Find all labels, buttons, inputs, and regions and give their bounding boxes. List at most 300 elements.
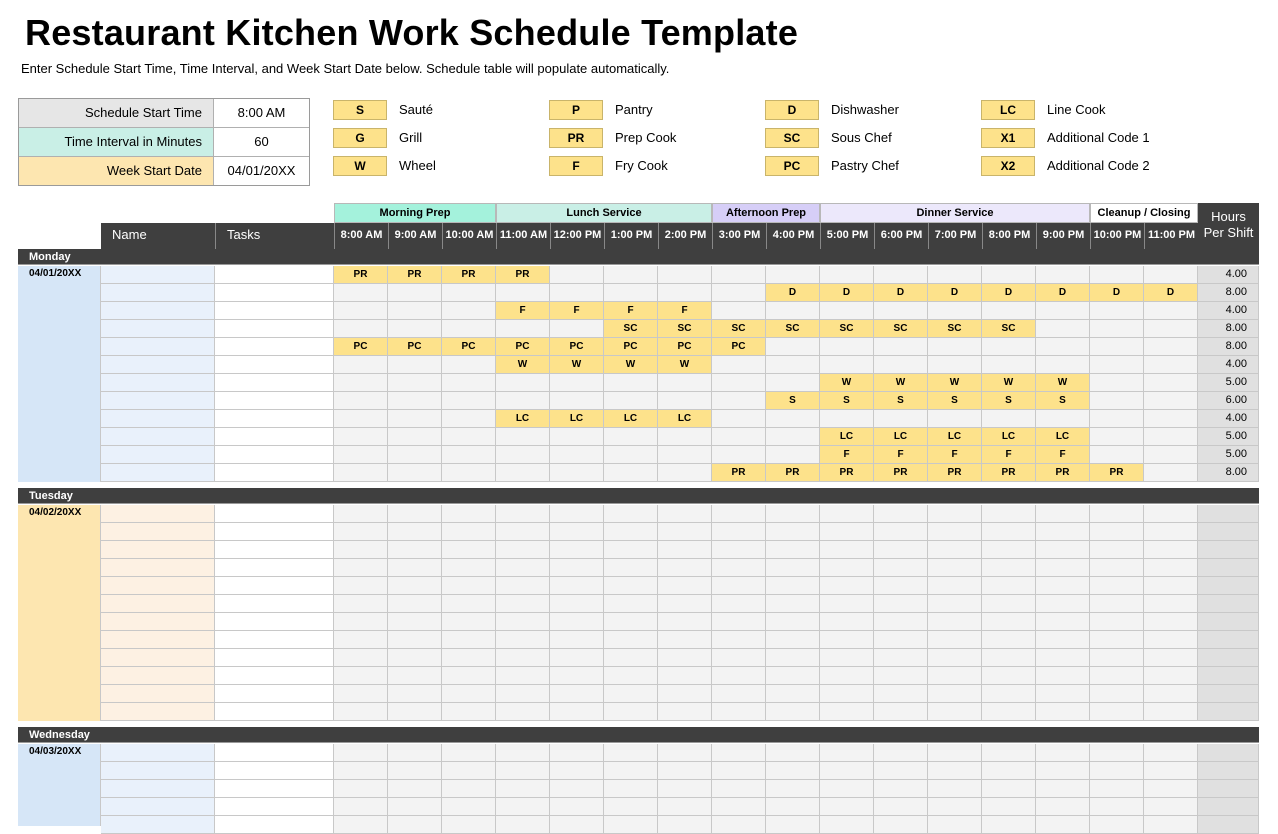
shift-slot-cell[interactable] [820,649,874,667]
shift-slot-cell[interactable] [604,392,658,410]
shift-slot-cell[interactable] [928,780,982,798]
shift-slot-cell[interactable] [1144,338,1198,356]
shift-slot-cell[interactable] [766,559,820,577]
shift-slot-cell[interactable] [874,816,928,834]
shift-slot-cell[interactable] [982,356,1036,374]
shift-slot-cell[interactable] [982,703,1036,721]
shift-slot-cell[interactable] [1090,320,1144,338]
shift-slot-cell[interactable] [712,392,766,410]
shift-slot-cell[interactable]: PR [496,266,550,284]
shift-slot-cell[interactable] [442,762,496,780]
shift-slot-cell[interactable] [766,631,820,649]
shift-slot-cell[interactable] [820,523,874,541]
shift-slot-cell[interactable] [388,649,442,667]
shift-slot-cell[interactable]: LC [1036,428,1090,446]
shift-slot-cell[interactable] [658,667,712,685]
shift-slot-cell[interactable] [604,505,658,523]
shift-slot-cell[interactable] [1144,428,1198,446]
shift-slot-cell[interactable] [1036,816,1090,834]
shift-slot-cell[interactable] [1036,410,1090,428]
shift-slot-cell[interactable]: PR [712,464,766,482]
shift-slot-cell[interactable] [1036,613,1090,631]
shift-slot-cell[interactable] [766,667,820,685]
shift-slot-cell[interactable] [496,649,550,667]
shift-slot-cell[interactable] [712,428,766,446]
shift-slot-cell[interactable] [442,559,496,577]
shift-slot-cell[interactable] [874,631,928,649]
shift-slot-cell[interactable] [1090,703,1144,721]
shift-slot-cell[interactable] [1036,703,1090,721]
shift-slot-cell[interactable] [442,780,496,798]
shift-slot-cell[interactable] [388,780,442,798]
shift-slot-cell[interactable] [1144,541,1198,559]
shift-slot-cell[interactable] [496,780,550,798]
shift-slot-cell[interactable] [874,559,928,577]
shift-slot-cell[interactable] [928,595,982,613]
shift-slot-cell[interactable] [982,559,1036,577]
shift-name-cell[interactable] [101,685,215,703]
shift-slot-cell[interactable]: W [658,356,712,374]
shift-slot-cell[interactable] [982,649,1036,667]
shift-slot-cell[interactable] [820,505,874,523]
shift-slot-cell[interactable] [550,505,604,523]
shift-slot-cell[interactable] [604,667,658,685]
shift-slot-cell[interactable] [496,320,550,338]
shift-slot-cell[interactable] [442,744,496,762]
shift-slot-cell[interactable] [1036,762,1090,780]
shift-slot-cell[interactable] [550,613,604,631]
shift-slot-cell[interactable] [928,631,982,649]
shift-slot-cell[interactable] [712,446,766,464]
shift-name-cell[interactable] [101,374,215,392]
shift-slot-cell[interactable]: D [874,284,928,302]
shift-slot-cell[interactable]: F [820,446,874,464]
shift-slot-cell[interactable] [874,613,928,631]
shift-slot-cell[interactable] [496,613,550,631]
shift-slot-cell[interactable] [658,780,712,798]
shift-slot-cell[interactable]: LC [874,428,928,446]
shift-slot-cell[interactable] [496,667,550,685]
shift-slot-cell[interactable]: LC [550,410,604,428]
shift-slot-cell[interactable] [658,374,712,392]
shift-slot-cell[interactable] [550,685,604,703]
shift-slot-cell[interactable] [442,703,496,721]
shift-slot-cell[interactable] [658,428,712,446]
shift-slot-cell[interactable] [1090,559,1144,577]
shift-slot-cell[interactable]: LC [982,428,1036,446]
shift-slot-cell[interactable] [334,762,388,780]
shift-slot-cell[interactable]: W [982,374,1036,392]
shift-slot-cell[interactable] [604,446,658,464]
shift-slot-cell[interactable] [496,541,550,559]
shift-slot-cell[interactable] [1036,356,1090,374]
shift-slot-cell[interactable] [604,744,658,762]
shift-slot-cell[interactable] [766,266,820,284]
shift-slot-cell[interactable] [928,762,982,780]
shift-slot-cell[interactable] [442,685,496,703]
shift-slot-cell[interactable] [496,374,550,392]
shift-slot-cell[interactable] [334,410,388,428]
shift-slot-cell[interactable] [1144,320,1198,338]
shift-slot-cell[interactable] [820,631,874,649]
shift-slot-cell[interactable] [820,559,874,577]
shift-slot-cell[interactable]: PC [658,338,712,356]
shift-slot-cell[interactable] [874,338,928,356]
shift-slot-cell[interactable] [658,523,712,541]
shift-slot-cell[interactable] [928,559,982,577]
shift-slot-cell[interactable] [766,798,820,816]
shift-slot-cell[interactable] [496,428,550,446]
shift-slot-cell[interactable]: F [928,446,982,464]
shift-slot-cell[interactable] [928,410,982,428]
shift-slot-cell[interactable]: LC [820,428,874,446]
shift-slot-cell[interactable] [1144,356,1198,374]
shift-slot-cell[interactable] [334,595,388,613]
shift-slot-cell[interactable] [604,266,658,284]
shift-slot-cell[interactable] [334,428,388,446]
shift-name-cell[interactable] [101,266,215,284]
shift-slot-cell[interactable] [712,523,766,541]
shift-slot-cell[interactable] [658,631,712,649]
shift-slot-cell[interactable] [820,762,874,780]
shift-slot-cell[interactable] [874,703,928,721]
shift-slot-cell[interactable] [604,762,658,780]
shift-slot-cell[interactable] [766,780,820,798]
shift-slot-cell[interactable] [388,798,442,816]
shift-slot-cell[interactable] [712,266,766,284]
shift-slot-cell[interactable] [442,464,496,482]
shift-slot-cell[interactable] [658,595,712,613]
shift-slot-cell[interactable]: W [496,356,550,374]
shift-slot-cell[interactable] [820,595,874,613]
shift-slot-cell[interactable] [820,703,874,721]
shift-slot-cell[interactable] [658,284,712,302]
shift-slot-cell[interactable] [1036,505,1090,523]
shift-name-cell[interactable] [101,392,215,410]
shift-slot-cell[interactable] [712,762,766,780]
shift-slot-cell[interactable] [550,284,604,302]
shift-slot-cell[interactable] [1144,613,1198,631]
shift-slot-cell[interactable]: S [928,392,982,410]
shift-slot-cell[interactable] [712,667,766,685]
shift-slot-cell[interactable] [820,816,874,834]
shift-name-cell[interactable] [101,523,215,541]
shift-slot-cell[interactable] [604,816,658,834]
shift-name-cell[interactable] [101,302,215,320]
shift-slot-cell[interactable] [550,798,604,816]
shift-slot-cell[interactable] [820,744,874,762]
shift-slot-cell[interactable] [388,577,442,595]
shift-slot-cell[interactable] [442,356,496,374]
shift-slot-cell[interactable] [1144,744,1198,762]
shift-name-cell[interactable] [101,649,215,667]
shift-task-cell[interactable] [215,284,334,302]
shift-slot-cell[interactable] [658,744,712,762]
shift-slot-cell[interactable] [712,631,766,649]
shift-slot-cell[interactable] [766,595,820,613]
shift-slot-cell[interactable] [766,649,820,667]
shift-slot-cell[interactable] [1036,577,1090,595]
shift-slot-cell[interactable] [1090,302,1144,320]
shift-slot-cell[interactable] [928,266,982,284]
shift-slot-cell[interactable]: S [766,392,820,410]
shift-slot-cell[interactable] [442,523,496,541]
shift-slot-cell[interactable] [982,505,1036,523]
shift-slot-cell[interactable] [334,320,388,338]
shift-slot-cell[interactable] [820,613,874,631]
shift-slot-cell[interactable]: PR [334,266,388,284]
shift-slot-cell[interactable] [442,410,496,428]
shift-slot-cell[interactable]: PR [820,464,874,482]
shift-slot-cell[interactable] [550,464,604,482]
shift-slot-cell[interactable]: F [550,302,604,320]
shift-slot-cell[interactable] [388,428,442,446]
shift-slot-cell[interactable] [388,744,442,762]
shift-slot-cell[interactable] [928,613,982,631]
shift-slot-cell[interactable] [388,446,442,464]
shift-slot-cell[interactable] [388,559,442,577]
shift-slot-cell[interactable] [550,667,604,685]
shift-slot-cell[interactable] [982,266,1036,284]
shift-slot-cell[interactable] [982,410,1036,428]
shift-slot-cell[interactable] [1036,338,1090,356]
shift-slot-cell[interactable] [928,649,982,667]
shift-task-cell[interactable] [215,744,334,762]
shift-slot-cell[interactable] [550,392,604,410]
shift-slot-cell[interactable] [928,685,982,703]
shift-name-cell[interactable] [101,559,215,577]
shift-name-cell[interactable] [101,703,215,721]
shift-slot-cell[interactable] [1144,523,1198,541]
shift-slot-cell[interactable] [1144,446,1198,464]
shift-slot-cell[interactable]: S [982,392,1036,410]
shift-slot-cell[interactable] [1144,703,1198,721]
shift-slot-cell[interactable]: W [1036,374,1090,392]
shift-slot-cell[interactable] [766,446,820,464]
shift-slot-cell[interactable]: LC [604,410,658,428]
shift-slot-cell[interactable] [496,464,550,482]
shift-name-cell[interactable] [101,780,215,798]
shift-slot-cell[interactable] [550,320,604,338]
shift-slot-cell[interactable] [442,428,496,446]
shift-slot-cell[interactable] [820,541,874,559]
shift-slot-cell[interactable] [550,744,604,762]
shift-slot-cell[interactable] [388,685,442,703]
shift-task-cell[interactable] [215,703,334,721]
shift-slot-cell[interactable] [982,541,1036,559]
shift-name-cell[interactable] [101,577,215,595]
shift-task-cell[interactable] [215,464,334,482]
shift-slot-cell[interactable] [820,410,874,428]
shift-slot-cell[interactable] [1144,374,1198,392]
shift-slot-cell[interactable] [550,649,604,667]
shift-slot-cell[interactable] [1090,392,1144,410]
shift-slot-cell[interactable] [1090,266,1144,284]
shift-task-cell[interactable] [215,541,334,559]
shift-slot-cell[interactable] [1144,266,1198,284]
shift-slot-cell[interactable] [442,667,496,685]
shift-slot-cell[interactable]: PR [766,464,820,482]
shift-task-cell[interactable] [215,762,334,780]
shift-slot-cell[interactable]: D [820,284,874,302]
shift-slot-cell[interactable] [874,744,928,762]
shift-slot-cell[interactable] [442,392,496,410]
shift-slot-cell[interactable] [928,703,982,721]
shift-slot-cell[interactable] [550,266,604,284]
shift-slot-cell[interactable] [928,577,982,595]
shift-slot-cell[interactable] [1090,744,1144,762]
shift-task-cell[interactable] [215,798,334,816]
shift-slot-cell[interactable] [496,577,550,595]
shift-slot-cell[interactable] [712,744,766,762]
shift-slot-cell[interactable]: PR [1036,464,1090,482]
shift-slot-cell[interactable] [1090,816,1144,834]
shift-slot-cell[interactable]: F [874,446,928,464]
shift-slot-cell[interactable] [334,577,388,595]
shift-slot-cell[interactable] [766,762,820,780]
shift-slot-cell[interactable] [334,464,388,482]
shift-slot-cell[interactable]: S [820,392,874,410]
shift-slot-cell[interactable] [550,428,604,446]
shift-slot-cell[interactable] [442,649,496,667]
shift-slot-cell[interactable] [928,338,982,356]
shift-task-cell[interactable] [215,595,334,613]
shift-slot-cell[interactable]: PR [982,464,1036,482]
shift-task-cell[interactable] [215,302,334,320]
shift-slot-cell[interactable] [874,266,928,284]
shift-slot-cell[interactable] [766,541,820,559]
shift-task-cell[interactable] [215,410,334,428]
shift-slot-cell[interactable] [334,356,388,374]
shift-task-cell[interactable] [215,338,334,356]
shift-slot-cell[interactable]: D [982,284,1036,302]
shift-slot-cell[interactable] [388,320,442,338]
shift-task-cell[interactable] [215,780,334,798]
shift-slot-cell[interactable] [496,798,550,816]
shift-slot-cell[interactable] [712,356,766,374]
shift-slot-cell[interactable] [388,284,442,302]
shift-slot-cell[interactable] [334,392,388,410]
shift-task-cell[interactable] [215,374,334,392]
shift-slot-cell[interactable] [496,762,550,780]
shift-slot-cell[interactable] [496,685,550,703]
shift-name-cell[interactable] [101,338,215,356]
shift-slot-cell[interactable] [712,798,766,816]
shift-slot-cell[interactable] [766,302,820,320]
shift-slot-cell[interactable] [982,613,1036,631]
shift-slot-cell[interactable] [334,816,388,834]
shift-slot-cell[interactable] [766,410,820,428]
shift-slot-cell[interactable] [712,595,766,613]
shift-slot-cell[interactable] [874,667,928,685]
shift-slot-cell[interactable] [928,798,982,816]
shift-slot-cell[interactable] [388,374,442,392]
shift-slot-cell[interactable] [658,816,712,834]
shift-slot-cell[interactable]: PR [442,266,496,284]
shift-slot-cell[interactable] [1144,762,1198,780]
shift-task-cell[interactable] [215,446,334,464]
shift-slot-cell[interactable] [874,685,928,703]
shift-slot-cell[interactable] [658,703,712,721]
shift-slot-cell[interactable] [928,356,982,374]
shift-slot-cell[interactable] [496,816,550,834]
shift-slot-cell[interactable] [874,356,928,374]
shift-slot-cell[interactable] [550,595,604,613]
shift-slot-cell[interactable] [334,649,388,667]
shift-slot-cell[interactable]: PC [604,338,658,356]
shift-name-cell[interactable] [101,464,215,482]
shift-slot-cell[interactable]: F [658,302,712,320]
shift-slot-cell[interactable] [496,744,550,762]
shift-slot-cell[interactable]: F [604,302,658,320]
shift-slot-cell[interactable]: PC [496,338,550,356]
shift-slot-cell[interactable] [1036,780,1090,798]
shift-slot-cell[interactable] [658,613,712,631]
shift-slot-cell[interactable] [766,744,820,762]
shift-slot-cell[interactable] [1090,613,1144,631]
shift-slot-cell[interactable] [496,703,550,721]
shift-slot-cell[interactable] [1036,798,1090,816]
shift-slot-cell[interactable] [496,631,550,649]
shift-slot-cell[interactable] [1036,595,1090,613]
shift-task-cell[interactable] [215,428,334,446]
shift-slot-cell[interactable] [658,798,712,816]
shift-slot-cell[interactable] [442,595,496,613]
shift-slot-cell[interactable] [334,685,388,703]
shift-slot-cell[interactable] [712,816,766,834]
shift-slot-cell[interactable] [388,410,442,428]
shift-slot-cell[interactable] [334,798,388,816]
shift-slot-cell[interactable] [766,816,820,834]
shift-slot-cell[interactable] [820,338,874,356]
shift-slot-cell[interactable] [820,798,874,816]
shift-slot-cell[interactable] [1144,667,1198,685]
shift-slot-cell[interactable] [1090,649,1144,667]
shift-slot-cell[interactable] [442,302,496,320]
shift-slot-cell[interactable] [982,631,1036,649]
shift-slot-cell[interactable]: W [820,374,874,392]
shift-slot-cell[interactable] [1090,338,1144,356]
shift-slot-cell[interactable] [928,302,982,320]
shift-slot-cell[interactable]: PR [388,266,442,284]
shift-slot-cell[interactable]: PC [550,338,604,356]
shift-task-cell[interactable] [215,577,334,595]
shift-slot-cell[interactable] [442,631,496,649]
shift-slot-cell[interactable]: LC [928,428,982,446]
shift-slot-cell[interactable] [1090,523,1144,541]
shift-slot-cell[interactable] [550,780,604,798]
shift-slot-cell[interactable] [604,523,658,541]
shift-slot-cell[interactable] [982,595,1036,613]
shift-slot-cell[interactable] [982,798,1036,816]
shift-slot-cell[interactable] [982,685,1036,703]
shift-name-cell[interactable] [101,410,215,428]
shift-slot-cell[interactable] [982,577,1036,595]
shift-slot-cell[interactable] [1090,667,1144,685]
shift-slot-cell[interactable]: F [1036,446,1090,464]
shift-task-cell[interactable] [215,320,334,338]
shift-slot-cell[interactable] [550,816,604,834]
shift-slot-cell[interactable] [1144,798,1198,816]
shift-slot-cell[interactable] [1090,446,1144,464]
shift-slot-cell[interactable] [604,577,658,595]
shift-slot-cell[interactable] [550,631,604,649]
shift-slot-cell[interactable] [766,374,820,392]
shift-slot-cell[interactable]: PC [334,338,388,356]
shift-slot-cell[interactable] [442,816,496,834]
shift-slot-cell[interactable] [334,505,388,523]
shift-slot-cell[interactable] [658,266,712,284]
